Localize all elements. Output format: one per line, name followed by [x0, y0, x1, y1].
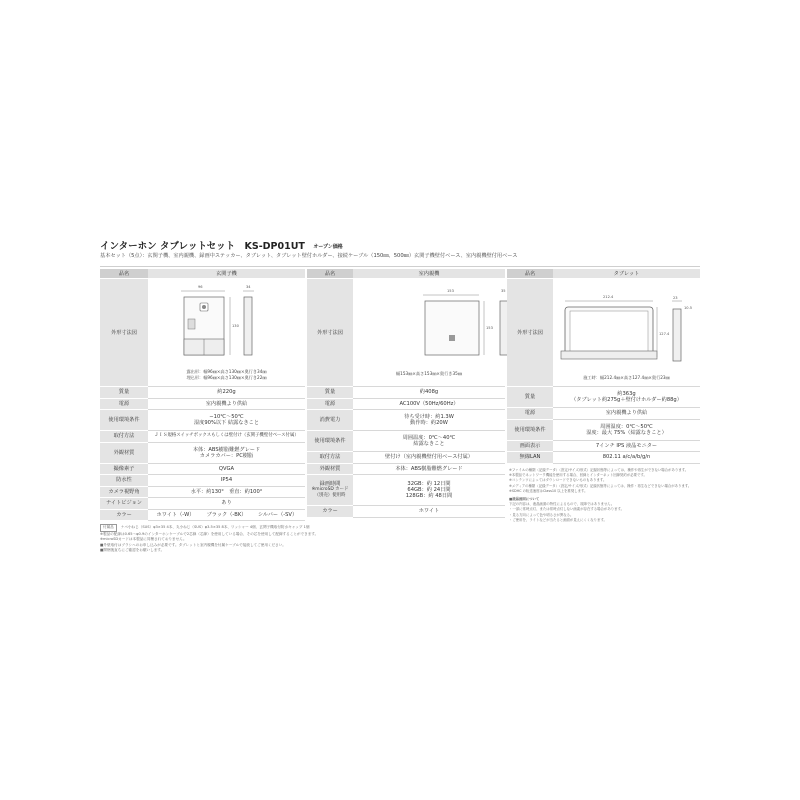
note-line: ※SDHC の転送速度はClass10 以上を推奨します。 — [509, 488, 588, 493]
col2-row-label: 電源 — [307, 398, 353, 410]
rec-label-line1: 録画時間 — [319, 481, 341, 487]
col1-row-label: 防水性 — [100, 475, 148, 487]
note-line: ・見る方向によって色や明るさが異なる。 — [509, 512, 574, 517]
col1-row-value: ＪＩＳ規格スイッチボックスもしくは壁付け（玄関子機壁付ベース付属） — [148, 431, 305, 443]
col3-row-value-line2: 湿度：最大 75%（結露なきこと） — [586, 429, 667, 436]
col2-row-value-line1: 周囲温度：0℃〜40℃ — [402, 435, 456, 441]
col3-row-label: 無線LAN — [507, 452, 553, 464]
col1-row-label: 電源 — [100, 398, 148, 410]
col2-color-value: ホワイト — [353, 506, 505, 518]
note-line: ※本製品でネットワーク機能を使用する場合、回線とインターネット回線契約が必要です。 — [509, 473, 647, 478]
lcd-note-heading: ■液晶画面について — [509, 497, 540, 502]
col2-dim-height: 153 — [486, 326, 493, 330]
col2-row-value: 約408g — [353, 387, 505, 399]
col2-figure-label: 外形寸法図 — [307, 279, 353, 387]
note-line: ※ファイルの種類（記録データ）（設定/サイズ/形式）記録状態等によっては、操作や再生ができない場合があります。 — [509, 468, 689, 472]
col3-name-label: 品名 — [507, 269, 553, 279]
col2-name-label: 品名 — [307, 269, 353, 279]
col1-row-value-line2: 湿度90%以下 結露なきこと — [193, 420, 260, 426]
color-option-silver: シルバー（-SV） — [257, 511, 298, 518]
col3-figure — [553, 279, 700, 387]
col2-row-value: AC100V（50Hz/60Hz） — [353, 398, 505, 410]
col1-row-value: 水平：約130° 垂直：約100° — [148, 486, 305, 498]
accessory-badge: 付属品 — [100, 524, 117, 532]
col2-row-value-line2: 結露なきこと — [413, 441, 445, 447]
tablet-notes — [509, 468, 691, 523]
col1-dim-height: 130 — [232, 324, 239, 328]
col1-row-value-line1: −10℃〜50℃ — [209, 414, 244, 420]
col1-dim-width: 96 — [198, 285, 203, 289]
rec-time-64gb: 64GB：約 24日間 — [407, 487, 451, 493]
col1-figure-label: 外形寸法図 — [100, 279, 148, 387]
col1-row-value: 室内親機より供給 — [148, 398, 305, 410]
col1-row-label: ナイトビジョン — [100, 498, 148, 510]
col1-name-label: 品名 — [100, 269, 148, 279]
col1-row-label: 外観材質 — [100, 442, 148, 463]
col1-figure — [148, 279, 305, 387]
accessory-text: ナベ小ねじ（SUS）φ3×35 4本、丸小ねじ（SUS）φ3.5×35 8本、ワッシャー 4個、玄関子機取付防水キャップ 1個 — [120, 525, 310, 529]
col1-row-label: 取付方法 — [100, 431, 148, 443]
col1-row-label: 撮像素子 — [100, 463, 148, 475]
col3-row-value — [553, 387, 700, 408]
col1-row-value — [148, 410, 305, 431]
note-line: ※製品の配線は0.65〜φ0.9のインターホンケーブルで2芯線（芯線）を使用している場合、その芯を使用して配線することができます。 — [100, 531, 319, 536]
color-option-white: ホワイト（-W） — [156, 511, 195, 518]
col2-row-value — [353, 410, 505, 431]
col1-fig-caption-2: 埋込形：幅96㎜×高さ130㎜×奥行き22㎜ — [186, 375, 267, 380]
col3-dim-width: 212.4 — [603, 295, 614, 299]
col1-row-value-line1: 本体：ABS樹脂難燃グレード — [192, 446, 261, 453]
col2-row-value-line2: 動作時：約20W — [410, 420, 448, 426]
col3-dim-height: 127.4 — [659, 332, 670, 336]
spec-table-entrance-unit — [100, 269, 305, 521]
col2-color-label: カラー — [307, 506, 353, 518]
col2-row-value — [353, 431, 505, 452]
rec-time-128gb: 128GB：約 48日間 — [405, 493, 453, 499]
note-line: ※コンテンツによってはダウンロードできないものもあります。 — [509, 478, 607, 483]
tablet-drawing — [553, 279, 700, 384]
col1-row-value-line2: カメラカバー：PC樹脂 — [199, 452, 254, 459]
note-line: ■開梱後直ちにご確認をお願いします。 — [100, 548, 165, 553]
col3-row-label: 質量 — [507, 387, 553, 408]
col3-row-label: 使用環境条件 — [507, 419, 553, 440]
col1-row-value: IP54 — [148, 475, 305, 487]
spec-table-indoor-unit — [307, 269, 505, 518]
col3-row-value-line2: （タブレット約275g＋壁付けホルダー約88g） — [571, 397, 682, 403]
page-title — [100, 238, 343, 252]
col1-row-value: あり — [148, 498, 305, 510]
rec-label-line3: （別売）使用時 — [314, 493, 346, 498]
col2-row-label: 外観材質 — [307, 463, 353, 475]
note-line: ※メディアの種類（記録データ）（設定/サイズ/形式）記録状態等によっては、操作・再生などできない場合があります。 — [509, 483, 692, 488]
col3-row-value: 802.11 a/c/a/b/g/n — [553, 452, 700, 464]
col2-fig-caption: 幅153㎜×高さ153㎜×奥行き35㎜ — [395, 371, 463, 376]
col2-figure — [353, 279, 505, 387]
spec-table-tablet — [507, 269, 700, 464]
col1-colors — [148, 509, 305, 521]
accessory-line — [100, 524, 318, 532]
col3-dim-depth2: 10.5 — [684, 306, 693, 310]
col3-dim-depth: 23 — [673, 296, 678, 300]
col3-row-label: 電源 — [507, 408, 553, 420]
col2-row-label: 使用環境条件 — [307, 431, 353, 452]
model-number: KS-DP01UT — [244, 241, 305, 252]
note-line: 下記の内容は、液晶画面の特性によるもので、故障ではありません。 — [509, 502, 615, 507]
note-line: ・一部に常時点灯、または常時点灯しない画素が存在する場合があります。 — [509, 507, 625, 512]
col2-row-value: 本体：ABS樹脂難燃グレード — [353, 463, 505, 475]
col1-fig-caption-1: 露出形：幅96㎜×高さ130㎜×奥行き34㎜ — [186, 369, 267, 374]
note-line: ・ご使用を、ライトなどが当たると画面が見えにくくなります。 — [509, 517, 607, 522]
rec-time-32gb: 32GB：約 12日間 — [407, 481, 451, 487]
col1-dim-depth: 34 — [246, 285, 251, 289]
accessory-notes — [100, 524, 318, 554]
note-line: ■外壁取付はブラシヘのお申し込みが必要です。タブレットと室内親機を付属ケーブルで接続してご使用ください。 — [100, 542, 286, 547]
title-text: インターホン タブレットセット — [100, 241, 236, 252]
col1-row-label: カメラ視野角 — [100, 486, 148, 498]
col3-row-value — [553, 419, 700, 440]
rec-label-line2: ※microSD カード — [311, 487, 349, 492]
col3-name-value: タブレット — [553, 269, 700, 279]
col1-row-label: 使用環境条件 — [100, 410, 148, 431]
col1-row-value — [148, 442, 305, 463]
col3-fig-caption: 施工時：幅212.4㎜×高さ127.4㎜×奥行23㎜ — [583, 375, 670, 380]
col2-dim-depth: 35 — [501, 289, 506, 293]
col2-dim-width: 153 — [447, 289, 454, 293]
col1-row-label: 質量 — [100, 387, 148, 399]
col2-row-label: 取付方法 — [307, 452, 353, 464]
col1-color-label: カラー — [100, 509, 148, 521]
col1-name-value: 玄関子機 — [148, 269, 305, 279]
col2-row-value: 壁付け（室内親機壁付用ベース付属） — [353, 452, 505, 464]
col1-row-value: 約220g — [148, 387, 305, 399]
indoor-unit-drawing — [353, 279, 505, 384]
col3-row-value-line1: 周囲温度：0℃〜50℃ — [600, 423, 653, 430]
col2-name-value: 室内親機 — [353, 269, 505, 279]
col2-rec-label — [307, 475, 353, 506]
col1-row-value: QVGA — [148, 463, 305, 475]
top-divider — [100, 266, 700, 267]
col3-row-label: 画面表示 — [507, 440, 553, 452]
col3-row-value: 7インチ IPS 液晶モニター — [553, 440, 700, 452]
color-option-black: ブラック（-BK） — [206, 511, 247, 518]
col3-figure-label: 外形寸法図 — [507, 279, 553, 387]
set-contents: 基本セット（5点）：玄関子機、室内親機、録画中ステッカー、タブレット、タブレット壁付ホルダー、接続ケーブル（150㎜、500㎜）玄関子機壁付ベース、室内親機壁付用ベース — [100, 253, 518, 259]
col3-row-value-line1: 約363g — [617, 391, 636, 397]
price-label: オープン価格 — [313, 244, 343, 250]
col2-rec-values — [353, 475, 505, 506]
note-line: ※microSDカードは本製品に同梱されておりません。 — [100, 537, 187, 542]
col2-row-label: 消費電力 — [307, 410, 353, 431]
col3-row-value: 室内親機より供給 — [553, 408, 700, 420]
col2-row-value-line1: 待ち受け時：約1.3W — [404, 414, 454, 420]
col2-row-label: 質量 — [307, 387, 353, 399]
